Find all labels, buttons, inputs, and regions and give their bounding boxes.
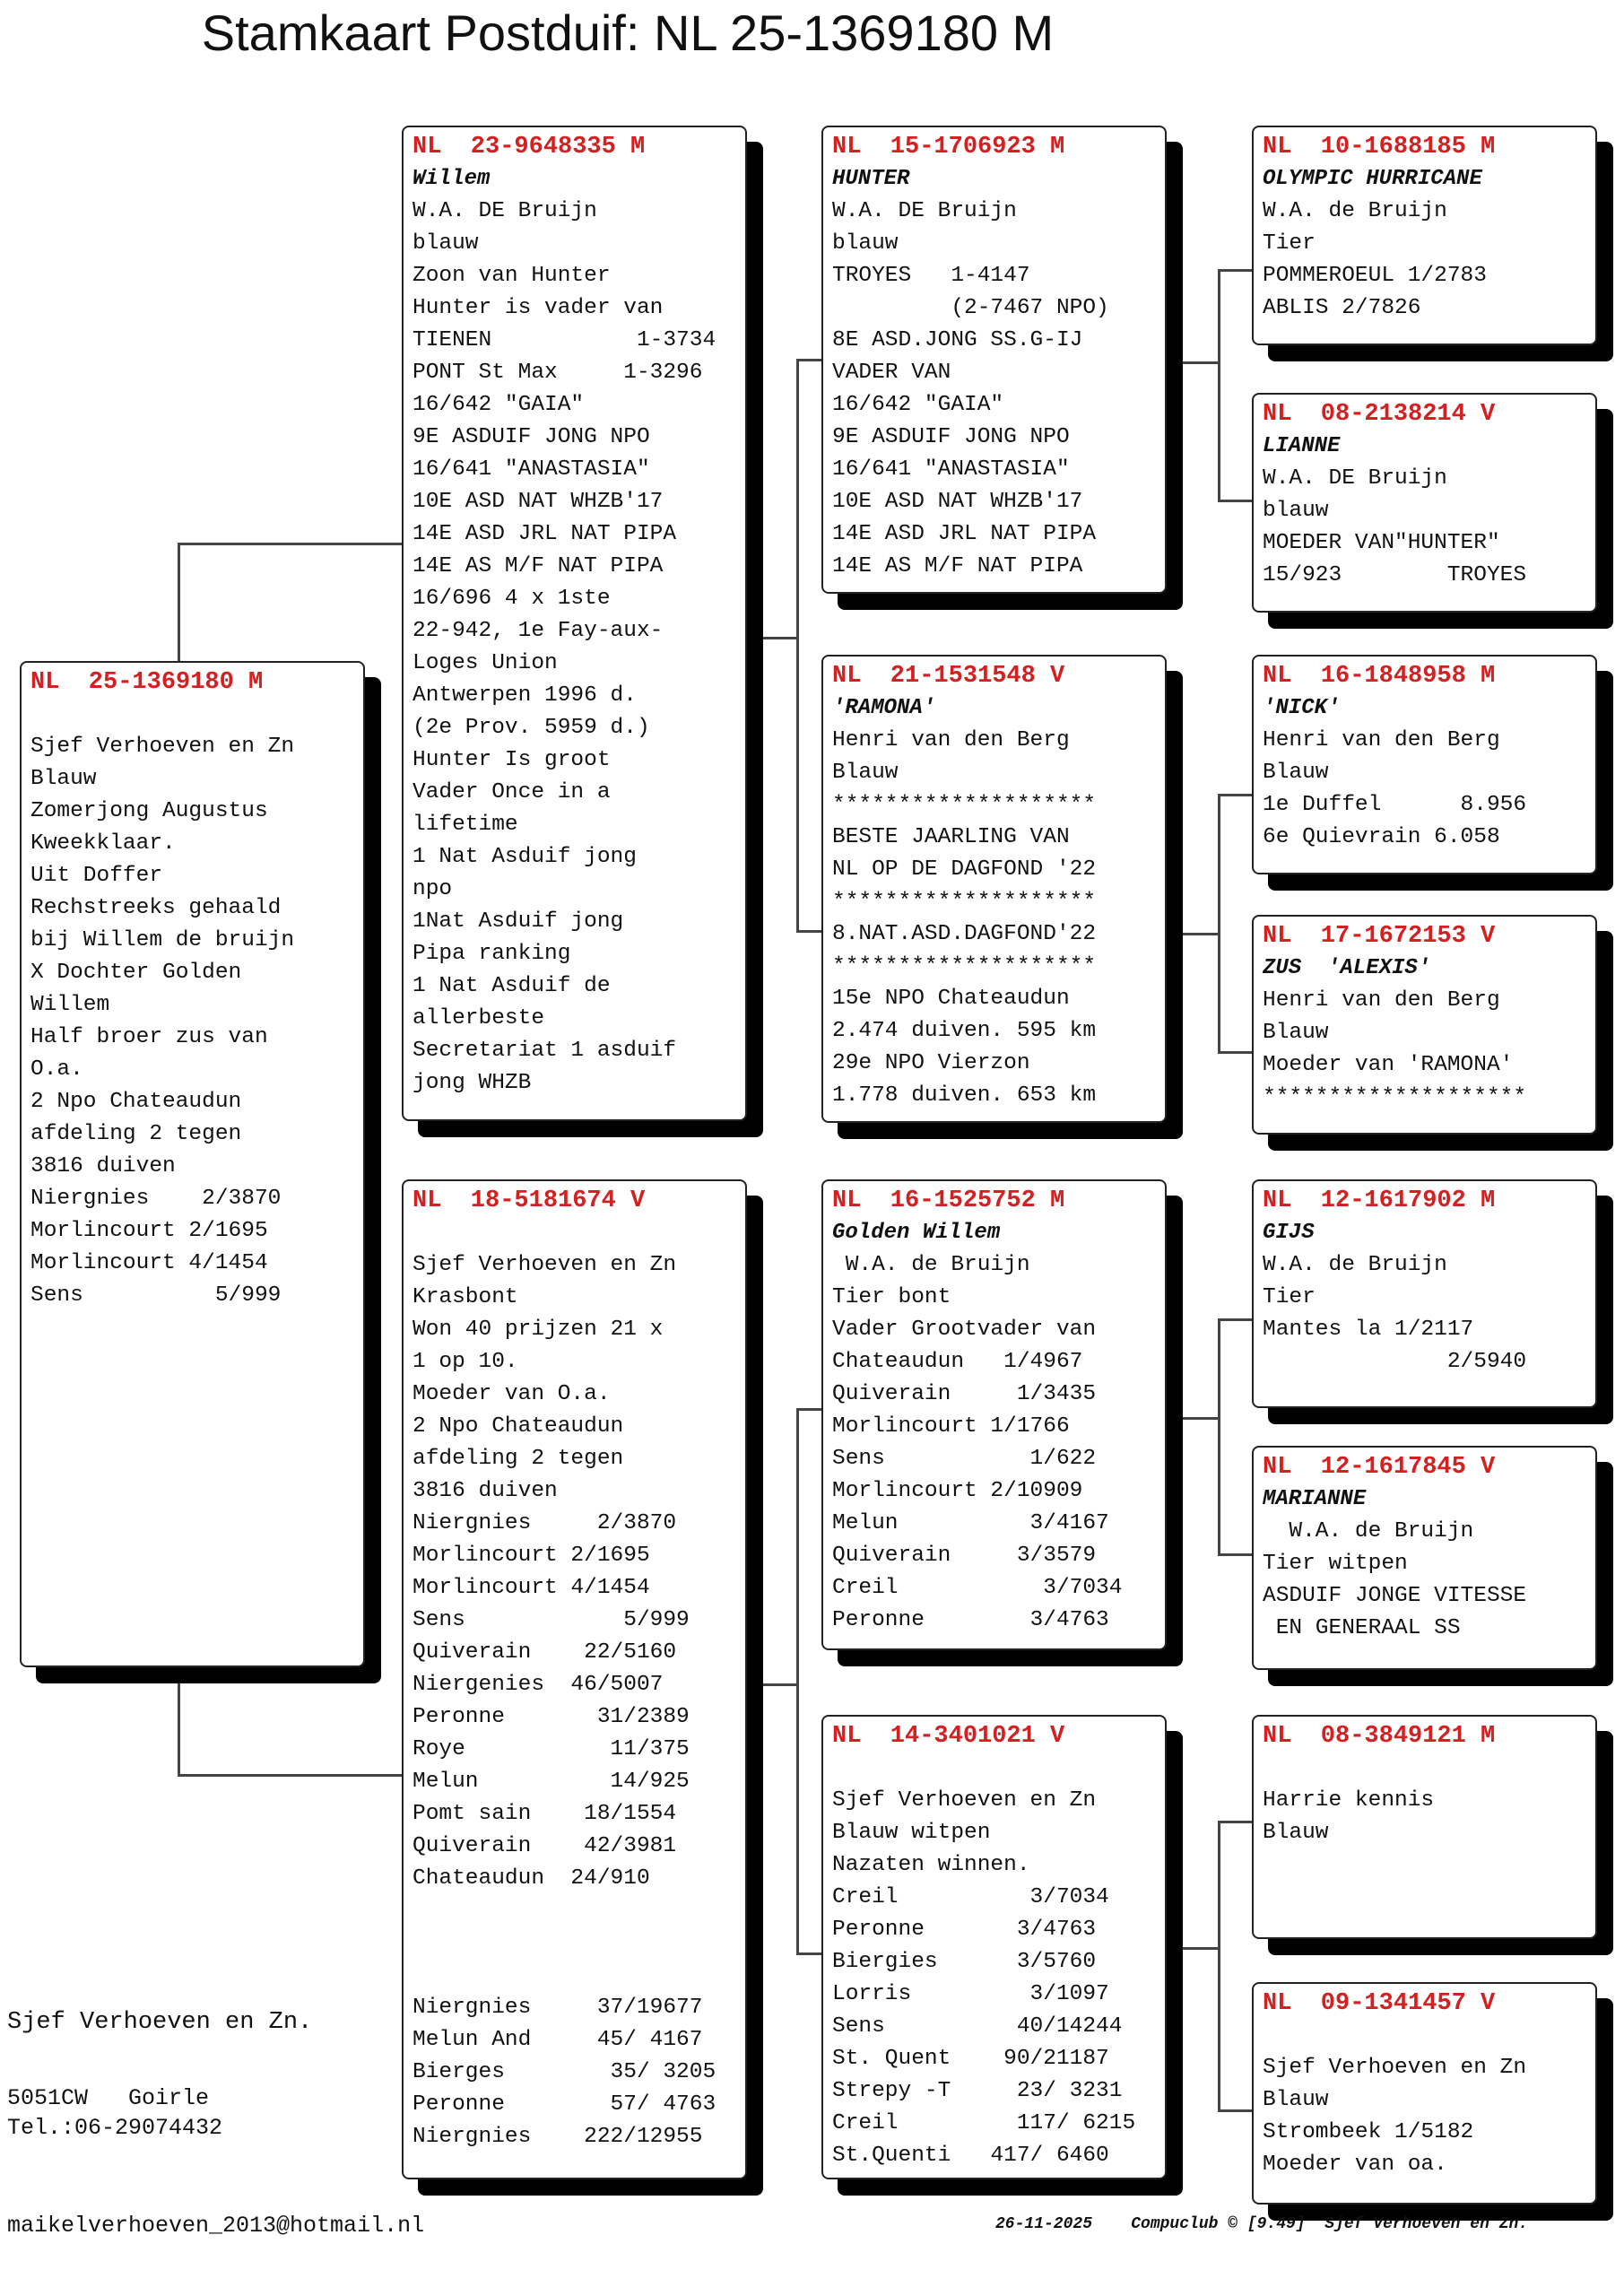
pigeon-name: Golden Willem xyxy=(832,1221,1001,1245)
text-line: Morlincourt 2/1695 xyxy=(413,1544,650,1568)
connector-line xyxy=(1179,933,1220,935)
connector-line xyxy=(796,1408,821,1411)
text-line: BESTE JAARLING VAN xyxy=(832,825,1070,849)
text-line: W.A. DE Bruijn xyxy=(413,199,597,223)
text-line: Strombeek 1/5182 xyxy=(1263,2120,1474,2144)
text-line: Sjef Verhoeven en Zn xyxy=(30,735,295,759)
text-line: 16/642 "GAIA" xyxy=(832,393,1004,417)
text-line: 16/696 4 x 1ste xyxy=(413,587,611,611)
connector-line xyxy=(1179,1417,1220,1420)
text-line: 9E ASDUIF JONG NPO xyxy=(832,425,1070,449)
text-line: 15e NPO Chateaudun xyxy=(832,987,1070,1011)
connector-line xyxy=(1218,2109,1252,2112)
great-grandparent-card xyxy=(1252,126,1597,345)
text-line: X Dochter Golden xyxy=(30,961,242,985)
connector-line xyxy=(758,637,798,639)
text-line xyxy=(413,1927,736,1960)
text-line xyxy=(1263,2020,1586,2052)
text-line: 14E AS M/F NAT PIPA xyxy=(832,554,1083,578)
ring-number: NL 21-1531548 V xyxy=(832,663,1065,690)
connector-line xyxy=(796,359,821,361)
text-line: Biergies 3/5760 xyxy=(832,1950,1097,1974)
text-line: TIENEN 1-3734 xyxy=(413,328,716,352)
owner-email: maikelverhoeven_2013@hotmail.nl xyxy=(7,2213,425,2239)
text-line: bij Willem de bruijn xyxy=(30,928,295,952)
great-grandparent-card xyxy=(1252,655,1597,874)
text-line: Niergnies 2/3870 xyxy=(30,1187,282,1211)
text-line: Creil 117/ 6215 xyxy=(832,2111,1136,2135)
connector-line xyxy=(178,1668,180,1776)
text-line: Tier witpen xyxy=(1263,1552,1408,1576)
text-line: Tier xyxy=(1263,231,1316,256)
text-line: ******************** xyxy=(1263,1085,1527,1109)
text-line: 9E ASDUIF JONG NPO xyxy=(413,425,650,449)
great-grandparent-card xyxy=(1252,1179,1597,1408)
connector-line xyxy=(1179,361,1220,364)
owner-phone: Tel.:06-29074432 xyxy=(7,2115,223,2141)
text-line: Morlincourt 1/1766 xyxy=(832,1414,1070,1439)
text-line: Zoon van Hunter xyxy=(413,264,611,288)
text-line: 22-942, 1e Fay-aux- xyxy=(413,619,664,643)
pigeon-name: 'NICK' xyxy=(1263,696,1341,720)
paternal-grandfather-card xyxy=(821,126,1167,594)
connector-line xyxy=(1218,1821,1220,2112)
ring-number: NL 12-1617902 M xyxy=(1263,1187,1496,1214)
text-line: ASDUIF JONGE VITESSE xyxy=(1263,1584,1527,1608)
connector-line xyxy=(1218,794,1252,796)
text-line: 15/923 TROYES xyxy=(1263,563,1527,587)
text-line: Uit Doffer xyxy=(30,864,163,888)
text-line: (2e Prov. 5959 d.) xyxy=(413,716,650,740)
text-line: Melun 14/925 xyxy=(413,1770,690,1794)
connector-line xyxy=(1218,1553,1252,1556)
connector-line xyxy=(1218,1051,1252,1054)
pigeon-name: MARIANNE xyxy=(1263,1487,1367,1511)
maternal-grandfather-card xyxy=(821,1179,1167,1650)
text-line: NL OP DE DAGFOND '22 xyxy=(832,857,1097,882)
text-line: Blauw xyxy=(1263,761,1329,785)
text-line: O.a. xyxy=(30,1057,83,1082)
text-line: 1.778 duiven. 653 km xyxy=(832,1083,1097,1108)
text-line: St. Quent 90/21187 xyxy=(832,2047,1109,2071)
text-line: blauw xyxy=(413,231,479,256)
ring-number: NL 08-2138214 V xyxy=(1263,401,1496,428)
mother-card xyxy=(402,1179,747,2179)
pigeon-name: HUNTER xyxy=(832,167,910,191)
text-line: Hunter is vader van xyxy=(413,296,664,320)
text-line: Blauw xyxy=(832,761,899,785)
text-line: Peronne 3/4763 xyxy=(832,1608,1109,1632)
text-line: 1e Duffel 8.956 xyxy=(1263,793,1527,817)
connector-line xyxy=(1179,1947,1220,1950)
connector-line xyxy=(178,1774,402,1777)
text-line: Chateaudun 24/910 xyxy=(413,1866,650,1891)
text-line: 10E ASD NAT WHZB'17 xyxy=(413,490,664,514)
ring-number: NL 08-3849121 M xyxy=(1263,1723,1496,1750)
text-line: Rechstreeks gehaald xyxy=(30,896,282,920)
subject-pigeon-card xyxy=(20,661,365,1667)
text-line: EN GENERAAL SS xyxy=(1263,1616,1461,1640)
text-line: Pomt sain 18/1554 xyxy=(413,1802,677,1826)
text-line: 2.474 duiven. 595 km xyxy=(832,1019,1097,1043)
print-stamp: 26-11-2025 Compuclub © [9.49] Sjef Verhoeven en Zn. xyxy=(995,2215,1529,2233)
text-line: TROYES 1-4147 xyxy=(832,264,1030,288)
text-line: 2/5940 xyxy=(1263,1350,1527,1374)
text-line: Sens 5/999 xyxy=(30,1283,282,1308)
text-line: Vader Grootvader van xyxy=(832,1318,1097,1342)
text-line: W.A. de Bruijn xyxy=(1263,1519,1474,1544)
text-line: ******************** xyxy=(832,793,1097,817)
text-line: Blauw xyxy=(1263,2088,1329,2112)
text-line: W.A. de Bruijn xyxy=(1263,1253,1447,1277)
text-line: 1 Nat Asduif jong xyxy=(413,845,637,869)
text-line: Moeder van oa. xyxy=(1263,2152,1447,2177)
text-line: Nazaten winnen. xyxy=(832,1853,1030,1877)
pigeon-name: GIJS xyxy=(1263,1221,1315,1245)
text-line: 8.NAT.ASD.DAGFOND'22 xyxy=(832,922,1097,946)
ring-number: NL 16-1848958 M xyxy=(1263,663,1496,690)
ring-number: NL 12-1617845 V xyxy=(1263,1454,1496,1481)
text-line: Peronne 57/ 4763 xyxy=(413,2092,716,2117)
text-line: St.Quenti 417/ 6460 xyxy=(832,2144,1109,2168)
text-line: Krasbont xyxy=(413,1285,518,1309)
text-line: Quiverain 22/5160 xyxy=(413,1640,677,1665)
text-line: Blauw xyxy=(1263,1821,1329,1845)
pigeon-name: ZUS 'ALEXIS' xyxy=(1263,956,1431,980)
text-line: 14E ASD JRL NAT PIPA xyxy=(832,522,1097,546)
text-line: Morlincourt 2/10909 xyxy=(832,1479,1083,1503)
text-line: 3816 duiven xyxy=(30,1154,176,1178)
text-line: Blauw witpen xyxy=(832,1821,991,1845)
text-line: Sens 40/14244 xyxy=(832,2014,1123,2039)
pigeon-name: 'RAMONA' xyxy=(832,696,936,720)
text-line: Sjef Verhoeven en Zn xyxy=(413,1253,677,1277)
owner-city: 5051CW Goirle xyxy=(7,2085,210,2111)
connector-line xyxy=(796,359,799,933)
text-line: Half broer zus van xyxy=(30,1025,268,1049)
text-line: Niergenies 46/5007 xyxy=(413,1673,664,1697)
connector-line xyxy=(1218,269,1252,272)
text-line: blauw xyxy=(1263,499,1329,523)
text-line: Loges Union xyxy=(413,651,558,675)
text-line: 2 Npo Chateaudun xyxy=(413,1414,624,1439)
text-line: 29e NPO Vierzon xyxy=(832,1051,1030,1075)
text-line xyxy=(30,699,354,731)
ring-number: NL 16-1525752 M xyxy=(832,1187,1065,1214)
text-line: ******************** xyxy=(832,890,1097,914)
text-line: Sens 1/622 xyxy=(832,1447,1097,1471)
text-line xyxy=(413,1217,736,1249)
text-line: Chateaudun 1/4967 xyxy=(832,1350,1083,1374)
text-line xyxy=(413,1960,736,1992)
text-line: W.A. de Bruijn xyxy=(832,1253,1030,1277)
text-line: Lorris 3/1097 xyxy=(832,1982,1109,2006)
text-line: 16/642 "GAIA" xyxy=(413,393,585,417)
text-line: Blauw xyxy=(1263,1021,1329,1045)
text-line: Peronne 31/2389 xyxy=(413,1705,690,1729)
great-grandparent-card xyxy=(1252,1715,1597,1939)
text-line: Quiverain 1/3435 xyxy=(832,1382,1097,1406)
text-line: 6e Quievrain 6.058 xyxy=(1263,825,1500,849)
text-line: allerbeste xyxy=(413,1006,545,1031)
great-grandparent-card xyxy=(1252,393,1597,613)
connector-line xyxy=(178,543,180,661)
text-line xyxy=(832,1752,1156,1785)
connector-line xyxy=(758,1683,798,1686)
text-line: Niergnies 37/19677 xyxy=(413,1996,703,2020)
connector-line xyxy=(1218,500,1252,502)
text-line: blauw xyxy=(832,231,899,256)
ring-number: NL 15-1706923 M xyxy=(832,134,1065,161)
connector-line xyxy=(796,930,821,933)
text-line: Henri van den Berg xyxy=(1263,988,1500,1013)
connector-line xyxy=(1218,1318,1252,1321)
connector-line xyxy=(1218,1821,1252,1823)
text-line: Sens 5/999 xyxy=(413,1608,690,1632)
text-line: Antwerpen 1996 d. xyxy=(413,683,637,708)
text-line: Niergnies 2/3870 xyxy=(413,1511,677,1535)
text-line: 2 Npo Chateaudun xyxy=(30,1090,242,1114)
text-line: Morlincourt 2/1695 xyxy=(30,1219,268,1243)
text-line: W.A. DE Bruijn xyxy=(832,199,1017,223)
text-line: 14E ASD JRL NAT PIPA xyxy=(413,522,677,546)
text-line: Pipa ranking xyxy=(413,942,571,966)
text-line: Zomerjong Augustus xyxy=(30,799,268,823)
text-line: Vader Once in a xyxy=(413,780,611,804)
pigeon-name: LIANNE xyxy=(1263,434,1341,458)
text-line: W.A. de Bruijn xyxy=(1263,199,1447,223)
ring-number: NL 09-1341457 V xyxy=(1263,1990,1496,2017)
text-line: Melun 3/4167 xyxy=(832,1511,1109,1535)
text-line: ABLIS 2/7826 xyxy=(1263,296,1421,320)
connector-line xyxy=(1218,269,1220,502)
text-line: PONT St Max 1-3296 xyxy=(413,361,703,385)
text-line: Creil 3/7034 xyxy=(832,1885,1109,1909)
text-line: Tier bont xyxy=(832,1285,951,1309)
owner-name: Sjef Verhoeven en Zn. xyxy=(7,2009,313,2036)
ring-number: NL 18-5181674 V xyxy=(413,1187,646,1214)
text-line: Quiverain 42/3981 xyxy=(413,1834,677,1858)
text-line: 3816 duiven xyxy=(413,1479,558,1503)
text-line: 8E ASD.JONG SS.G-IJ xyxy=(832,328,1083,352)
text-line: afdeling 2 tegen xyxy=(30,1122,242,1146)
text-line: Willem xyxy=(30,993,110,1017)
text-line: POMMEROEUL 1/2783 xyxy=(1263,264,1487,288)
text-line: Morlincourt 4/1454 xyxy=(413,1576,650,1600)
text-line: W.A. DE Bruijn xyxy=(1263,466,1447,491)
text-line: Sjef Verhoeven en Zn xyxy=(832,1788,1097,1813)
connector-line xyxy=(1218,1318,1220,1556)
text-line: jong WHZB xyxy=(413,1071,532,1095)
ring-number: NL 14-3401021 V xyxy=(832,1723,1065,1750)
page-title: Stamkaart Postduif: NL 25-1369180 M xyxy=(201,4,1055,61)
text-line: Strepy -T 23/ 3231 xyxy=(832,2079,1123,2103)
text-line: Mantes la 1/2117 xyxy=(1263,1318,1474,1342)
maternal-grandmother-card xyxy=(821,1715,1167,2179)
great-grandparent-card xyxy=(1252,1982,1597,2205)
text-line: Quiverain 3/3579 xyxy=(832,1544,1097,1568)
text-line: lifetime xyxy=(413,813,518,837)
pigeon-name: Willem xyxy=(413,167,491,191)
connector-line xyxy=(796,1952,821,1955)
connector-line xyxy=(796,1408,799,1955)
text-line: VADER VAN xyxy=(832,361,951,385)
text-line: 16/641 "ANASTASIA" xyxy=(413,457,650,482)
text-line: Secretariat 1 asduif xyxy=(413,1039,677,1063)
text-line: (2-7467 NPO) xyxy=(832,296,1109,320)
text-line: Melun And 45/ 4167 xyxy=(413,2028,703,2052)
text-line: Niergnies 222/12955 xyxy=(413,2125,703,2149)
father-card xyxy=(402,126,747,1121)
text-line: Harrie kennis xyxy=(1263,1788,1435,1813)
text-line: Won 40 prijzen 21 x xyxy=(413,1318,664,1342)
text-line: Moeder van 'RAMONA' xyxy=(1263,1053,1514,1077)
text-line: 10E ASD NAT WHZB'17 xyxy=(832,490,1083,514)
text-line: Kweekklaar. xyxy=(30,831,176,856)
paternal-grandmother-card xyxy=(821,655,1167,1123)
pigeon-name: OLYMPIC HURRICANE xyxy=(1263,167,1482,191)
great-grandparent-card xyxy=(1252,915,1597,1135)
text-line: Henri van den Berg xyxy=(832,728,1070,752)
ring-number: NL 17-1672153 V xyxy=(1263,923,1496,950)
ring-number: NL 25-1369180 M xyxy=(30,669,264,696)
connector-line xyxy=(178,543,402,545)
ring-number: NL 23-9648335 M xyxy=(413,134,646,161)
ring-number: NL 10-1688185 M xyxy=(1263,134,1496,161)
text-line: 1 op 10. xyxy=(413,1350,518,1374)
text-line: Morlincourt 4/1454 xyxy=(30,1251,268,1275)
text-line: 14E AS M/F NAT PIPA xyxy=(413,554,664,578)
text-line: 1Nat Asduif jong xyxy=(413,909,624,934)
text-line: Creil 3/7034 xyxy=(832,1576,1123,1600)
text-line: Peronne 3/4763 xyxy=(832,1918,1097,1942)
text-line: ******************** xyxy=(832,954,1097,978)
text-line xyxy=(1263,1752,1586,1785)
text-line xyxy=(413,1895,736,1927)
text-line: Blauw xyxy=(30,767,97,791)
text-line: Moeder van O.a. xyxy=(413,1382,611,1406)
great-grandparent-card xyxy=(1252,1446,1597,1670)
text-line: Tier xyxy=(1263,1285,1316,1309)
text-line: 1 Nat Asduif de xyxy=(413,974,611,998)
text-line: MOEDER VAN"HUNTER" xyxy=(1263,531,1500,555)
text-line: afdeling 2 tegen xyxy=(413,1447,624,1471)
text-line: Henri van den Berg xyxy=(1263,728,1500,752)
text-line: npo xyxy=(413,877,453,901)
text-line: Bierges 35/ 3205 xyxy=(413,2060,716,2084)
text-line: Hunter Is groot xyxy=(413,748,611,772)
text-line: Roye 11/375 xyxy=(413,1737,690,1761)
connector-line xyxy=(1218,794,1220,1054)
text-line: 16/641 "ANASTASIA" xyxy=(832,457,1070,482)
text-line: Sjef Verhoeven en Zn xyxy=(1263,2056,1527,2080)
